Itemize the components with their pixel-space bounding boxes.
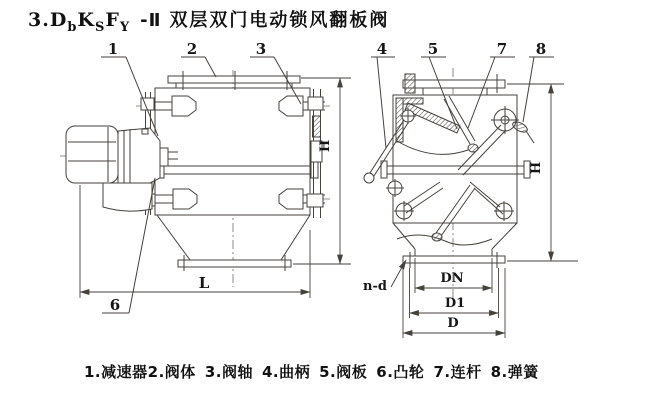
title-sub-y: Y [119, 19, 131, 35]
title-valve-name: 双层双门电动锁风翻板阀 [169, 10, 390, 31]
top-flange-left [168, 76, 300, 83]
bottom-flange-left [178, 260, 291, 267]
legend-item-4: 4.曲柄 [261, 363, 311, 381]
legend-item-6: 6.凸轮 [376, 363, 425, 381]
dimension-n-d [363, 260, 406, 294]
spring-rod-section [313, 116, 321, 137]
callout-4-label: 4 [376, 40, 388, 58]
hopper-left [157, 215, 310, 271]
hopper-right [393, 223, 517, 268]
callout-3-label: 3 [255, 40, 267, 58]
callout-5-label: 5 [427, 40, 439, 58]
title-sub-b: b [67, 19, 78, 35]
parts-legend [84, 361, 539, 382]
dim-D-label: D [447, 316, 459, 331]
legend-item-2: 2.阀体 [147, 363, 196, 381]
bottom-flange-right [403, 256, 505, 263]
title-code-d: D [49, 9, 68, 31]
callout-2-label: 2 [186, 40, 198, 58]
dim-L-label: L [198, 274, 210, 292]
legend-item-7: 7.连杆 [433, 363, 482, 381]
legend-item-5: 5.阀板 [319, 363, 368, 381]
callout-6-label: 6 [109, 296, 121, 314]
title-sub-s: S [94, 19, 106, 35]
legend-item-3: 3.阀轴 [204, 363, 253, 381]
dim-H-right-label: H [529, 161, 544, 175]
top-flange-right [403, 80, 505, 88]
callout-1-label: 1 [107, 40, 119, 58]
dim-H-left-label: H [318, 139, 333, 153]
dim-DN-label: DN [440, 271, 464, 286]
dim-nd-label: n-d [363, 279, 387, 294]
left-view-side-elevation [60, 40, 351, 314]
title-code-k: K [77, 9, 95, 31]
title-number: 3. [28, 9, 50, 31]
right-view-section [363, 40, 578, 338]
title-series: -Ⅱ [140, 10, 162, 31]
dim-D1-label: D1 [444, 296, 466, 311]
dimension-H-right [507, 84, 578, 261]
callout-8-label: 8 [535, 40, 547, 58]
support-bracket [103, 183, 152, 211]
title-code-f: F [105, 9, 120, 31]
legend-item-1: 1.减速器 [84, 363, 148, 381]
callout-7-label: 7 [496, 40, 508, 58]
legend-item-8: 8.弹簧 [490, 363, 539, 381]
output-shaft-housing [160, 148, 168, 166]
motor-body [66, 126, 118, 183]
